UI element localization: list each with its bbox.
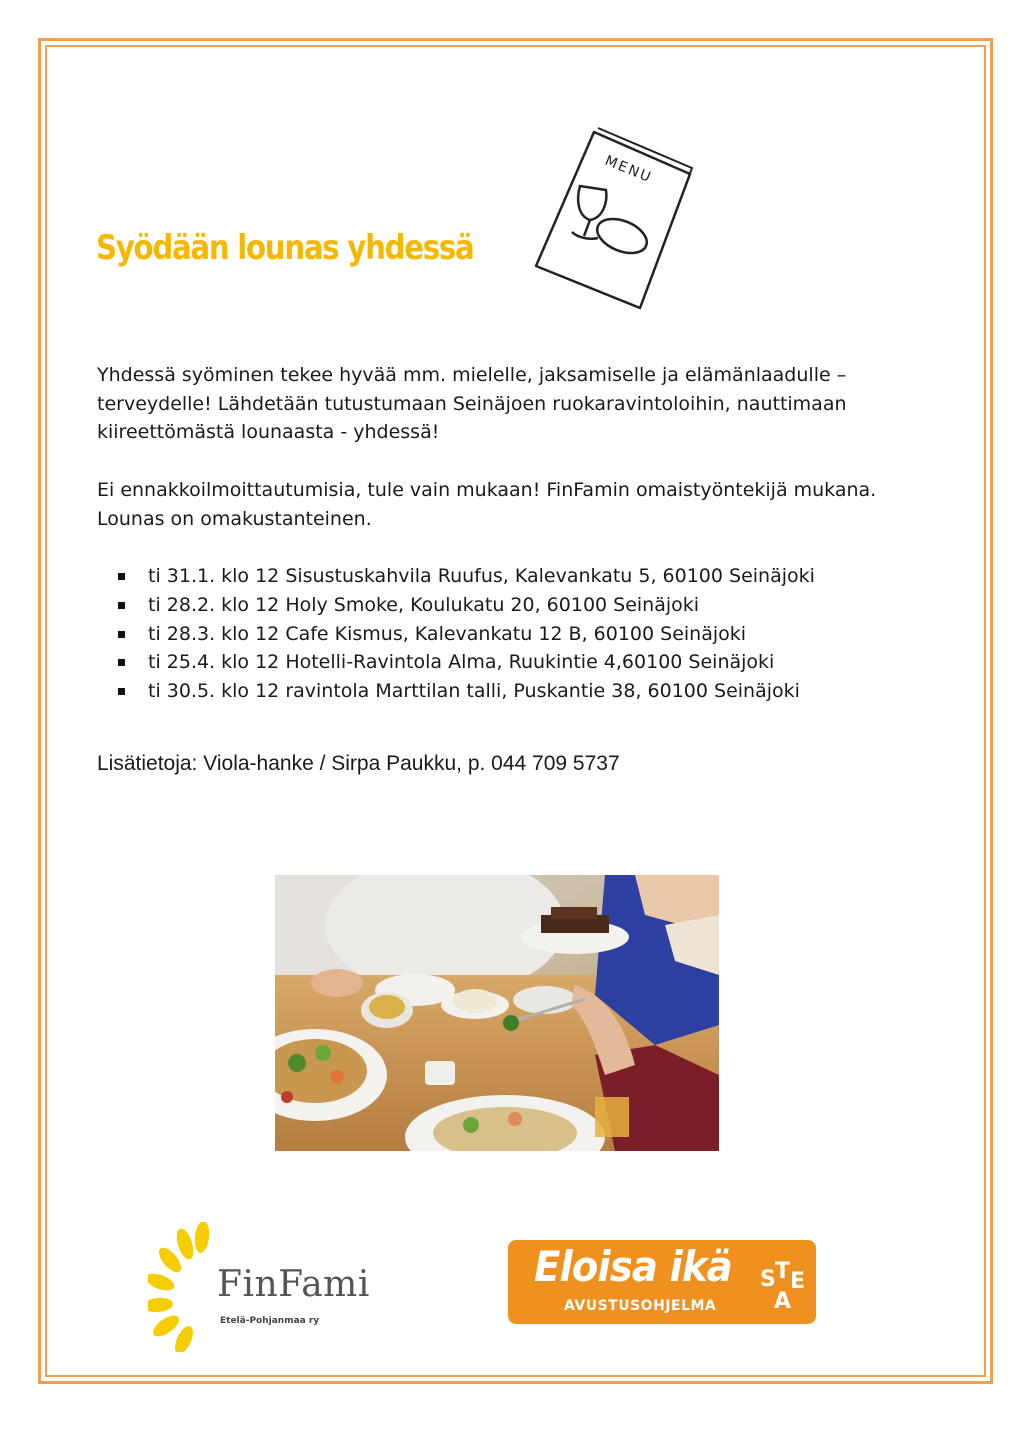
stea-logo (758, 1256, 810, 1314)
finfami-logo (148, 1222, 380, 1352)
stea-letter: E (790, 1269, 806, 1294)
intro-paragraph: Yhdessä syöminen tekee hyvää mm. mielelle, jaksamiselle ja elämänlaadulle – terveydelle! Lähdetään tutustumaan Seinäjoen ruokaravintoloihin, nauttimaan kiireettömästä lounaasta - yhdessä! (97, 364, 847, 443)
bullet-icon (118, 688, 125, 695)
sunflower-petals-icon (148, 1222, 218, 1352)
contact-info: Lisätietoja: Viola-hanke / Sirpa Paukku, p. 044 709 5737 (97, 752, 620, 775)
bullet-icon (118, 631, 125, 638)
bullet-icon (118, 602, 125, 609)
menu-label: MENU (602, 152, 655, 187)
finfami-subtitle: Etelä-Pohjanmaa ry (220, 1316, 320, 1326)
page-title: Syödään lounas yhdessä (96, 228, 474, 268)
event-text: ti 28.3. klo 12 Cafe Kismus, Kalevankatu 12 B, 60100 Seinäjoki (148, 622, 747, 645)
stea-letter: A (774, 1289, 792, 1314)
event-item (118, 677, 815, 706)
event-item (118, 648, 815, 677)
info-paragraph: Ei ennakkoilmoittautumisia, tule vain mukaan! FinFamin omaistyöntekijä mukana. Lounas on omakustanteinen. (97, 479, 877, 530)
event-item (118, 591, 815, 620)
lunch-photo (275, 875, 719, 1151)
event-text: ti 28.2. klo 12 Holy Smoke, Koulukatu 20, 60100 Seinäjoki (148, 593, 700, 616)
eloisa-ika-logo (508, 1240, 816, 1324)
event-text: ti 25.4. klo 12 Hotelli-Ravintola Alma, Ruukintie 4,60100 Seinäjoki (148, 651, 775, 674)
event-text: ti 30.5. klo 12 ravintola Marttilan talli, Puskantie 38, 60100 Seinäjoki (148, 680, 800, 703)
stea-letter: S (760, 1267, 776, 1292)
finfami-name: FinFami (217, 1264, 370, 1305)
event-text: ti 31.1. klo 12 Sisustuskahvila Ruufus, Kalevankatu 5, 60100 Seinäjoki (148, 565, 815, 587)
stea-letter: T (775, 1259, 791, 1284)
bullet-icon (118, 573, 125, 580)
event-list (118, 562, 815, 706)
eloisa-subtitle: AVUSTUSOHJELMA (564, 1298, 717, 1314)
menu-card-illustration (528, 124, 700, 312)
event-item (118, 620, 815, 649)
event-item (118, 562, 815, 591)
bullet-icon (118, 659, 125, 666)
eloisa-name: Eloisa ikä (534, 1242, 732, 1291)
